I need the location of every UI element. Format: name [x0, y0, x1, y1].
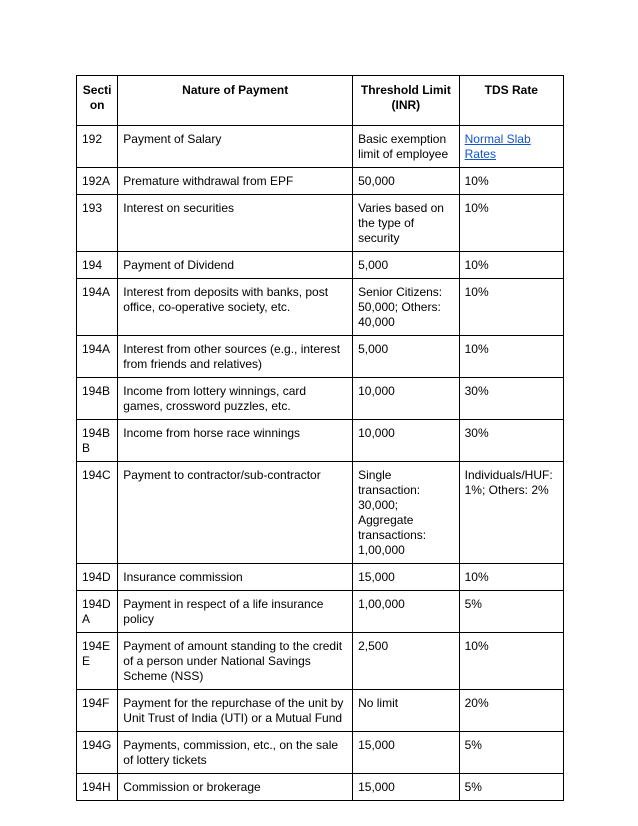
table-row: [77, 195, 564, 252]
cell-section: 194F: [77, 690, 118, 732]
cell-rate: 10%: [459, 564, 563, 591]
table-row: [77, 690, 564, 732]
header-nature-of-payment: Nature of Payment: [118, 76, 353, 126]
cell-threshold: 10,000: [353, 420, 460, 462]
cell-section: 194C: [77, 462, 118, 564]
cell-rate: 5%: [459, 774, 563, 801]
cell-section: 194D: [77, 564, 118, 591]
cell-section: 194DA: [77, 591, 118, 633]
table-row: [77, 279, 564, 336]
cell-nature: Interest from deposits with banks, post office, co-operative society, etc.: [118, 279, 353, 336]
cell-threshold: 5,000: [353, 336, 460, 378]
cell-rate: 10%: [459, 279, 563, 336]
cell-threshold: Senior Citizens: 50,000; Others: 40,000: [353, 279, 460, 336]
cell-threshold: Basic exemption limit of employee: [353, 126, 460, 168]
header-threshold-limit: Threshold Limit (INR): [353, 76, 460, 126]
table-row: [77, 168, 564, 195]
tds-rates-table: [76, 75, 564, 801]
table-row: [77, 378, 564, 420]
cell-rate: 5%: [459, 591, 563, 633]
cell-rate: 10%: [459, 195, 563, 252]
table-row: [77, 126, 564, 168]
table-row: [77, 564, 564, 591]
cell-nature: Payment of Dividend: [118, 252, 353, 279]
cell-nature: Payment of amount standing to the credit of a person under National Savings Scheme (NSS): [118, 633, 353, 690]
cell-nature: Income from lottery winnings, card games, crossword puzzles, etc.: [118, 378, 353, 420]
cell-section: 192: [77, 126, 118, 168]
cell-rate: 20%: [459, 690, 563, 732]
header-tds-rate: TDS Rate: [459, 76, 563, 126]
cell-nature: Premature withdrawal from EPF: [118, 168, 353, 195]
cell-nature: Payments, commission, etc., on the sale of lottery tickets: [118, 732, 353, 774]
cell-rate: 30%: [459, 420, 563, 462]
table-row: [77, 252, 564, 279]
cell-section: 194H: [77, 774, 118, 801]
cell-threshold: 2,500: [353, 633, 460, 690]
header-section: Section: [77, 76, 118, 126]
cell-threshold: 1,00,000: [353, 591, 460, 633]
cell-section: 192A: [77, 168, 118, 195]
cell-rate: 5%: [459, 732, 563, 774]
cell-threshold: Varies based on the type of security: [353, 195, 460, 252]
cell-section: 194G: [77, 732, 118, 774]
table-row: [77, 732, 564, 774]
table-row: [77, 774, 564, 801]
table-row: [77, 591, 564, 633]
header-row: [77, 76, 564, 126]
table-row: [77, 336, 564, 378]
table-row: [77, 462, 564, 564]
cell-threshold: 50,000: [353, 168, 460, 195]
cell-section: 194A: [77, 336, 118, 378]
cell-threshold: 10,000: [353, 378, 460, 420]
cell-threshold: 15,000: [353, 774, 460, 801]
cell-rate: 10%: [459, 252, 563, 279]
cell-nature: Payment for the repurchase of the unit by Unit Trust of India (UTI) or a Mutual Fund: [118, 690, 353, 732]
cell-nature: Income from horse race winnings: [118, 420, 353, 462]
cell-section: 194B: [77, 378, 118, 420]
cell-threshold: 15,000: [353, 564, 460, 591]
cell-nature: Payment to contractor/sub-contractor: [118, 462, 353, 564]
cell-section: 194A: [77, 279, 118, 336]
cell-threshold: 15,000: [353, 732, 460, 774]
cell-rate: 10%: [459, 336, 563, 378]
cell-nature: Insurance commission: [118, 564, 353, 591]
cell-rate: 30%: [459, 378, 563, 420]
cell-nature: Interest from other sources (e.g., interest from friends and relatives): [118, 336, 353, 378]
cell-section: 194BB: [77, 420, 118, 462]
cell-nature: Payment of Salary: [118, 126, 353, 168]
cell-rate: 10%: [459, 633, 563, 690]
cell-nature: Payment in respect of a life insurance policy: [118, 591, 353, 633]
cell-nature: Interest on securities: [118, 195, 353, 252]
table-row: [77, 633, 564, 690]
cell-rate: Individuals/HUF: 1%; Others: 2%: [459, 462, 563, 564]
cell-section: 194: [77, 252, 118, 279]
cell-threshold: 5,000: [353, 252, 460, 279]
cell-threshold: No limit: [353, 690, 460, 732]
cell-threshold: Single transaction: 30,000; Aggregate transactions: 1,00,000: [353, 462, 460, 564]
cell-section: 193: [77, 195, 118, 252]
cell-rate: 10%: [459, 168, 563, 195]
cell-nature: Commission or brokerage: [118, 774, 353, 801]
cell-rate: [459, 126, 563, 168]
normal-slab-rates-link[interactable]: Normal Slab Rates: [464, 132, 531, 161]
table-row: [77, 420, 564, 462]
cell-section: 194EE: [77, 633, 118, 690]
